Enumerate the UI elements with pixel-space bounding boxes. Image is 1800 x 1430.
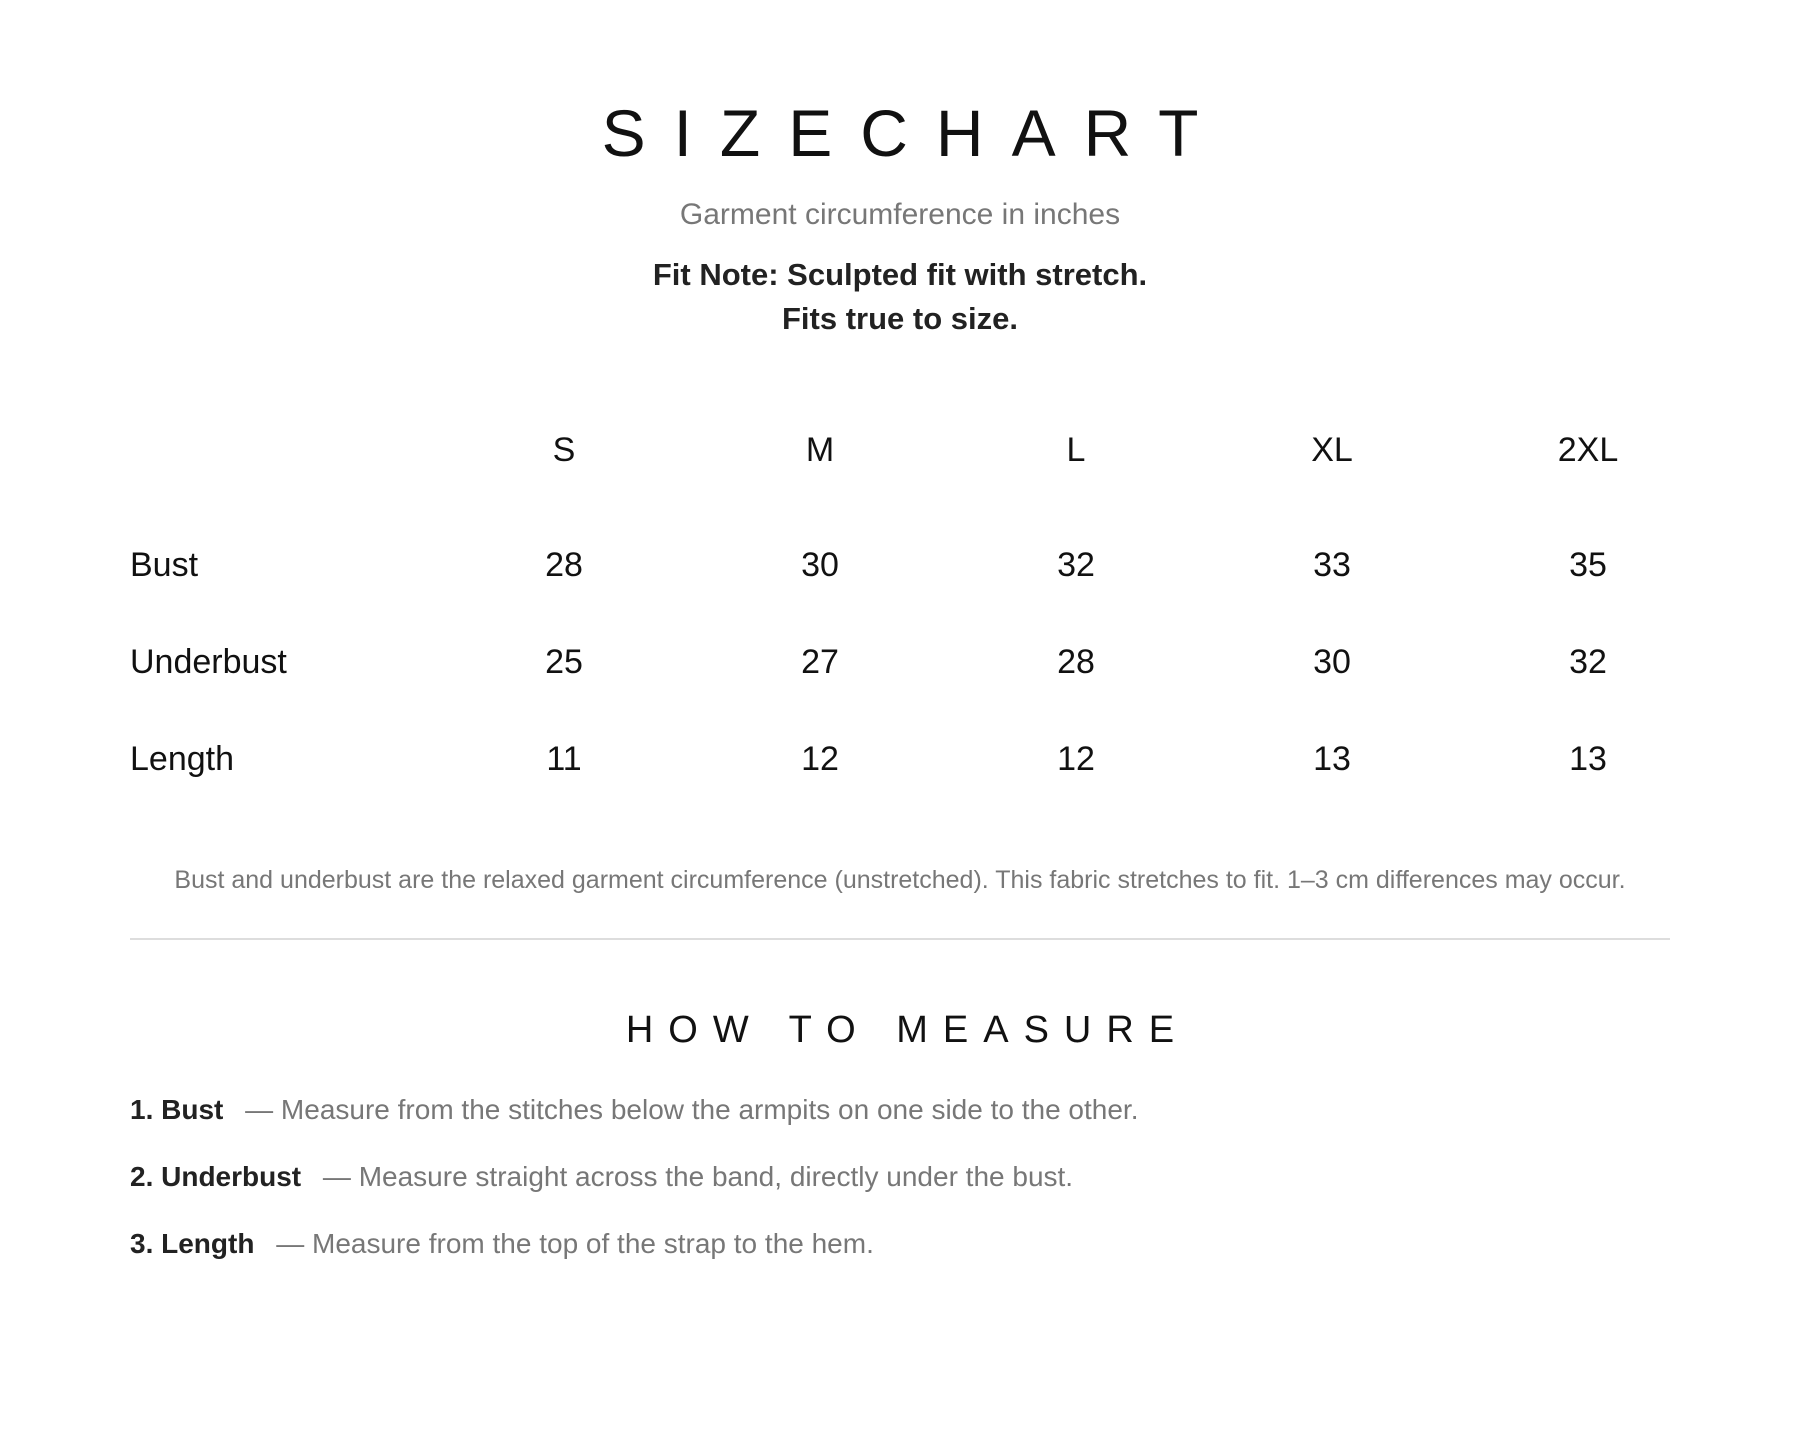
table-cell: 28 [545, 546, 583, 584]
step-description: — Measure from the top of the strap to the hem. [276, 1228, 874, 1259]
measurement-disclaimer: Bust and underbust are the relaxed garment circumference (unstretched). This fabric stretches to fit. 1–3 cm differences may occur. [174, 866, 1626, 894]
fit-note-line-2: Fits true to size. [782, 301, 1018, 336]
list-item [130, 1226, 1670, 1262]
row-label: Underbust [130, 643, 287, 681]
step-description: — Measure from the stitches below the armpits on one side to the other. [245, 1094, 1139, 1125]
table-cell: 30 [1313, 643, 1351, 681]
table-row [130, 487, 1716, 614]
size-header: L [1066, 430, 1086, 469]
size-header: XL [1311, 430, 1353, 469]
fit-note-line-1: Fit Note: Sculpted fit with stretch. [652, 257, 1148, 292]
table-cell: 13 [1569, 740, 1607, 778]
list-item [130, 1159, 1670, 1195]
table-cell: 12 [1057, 740, 1095, 778]
page-subtitle: Garment circumference in inches [679, 198, 1121, 231]
fit-note [130, 253, 1670, 341]
table-cell: 35 [1569, 546, 1607, 584]
row-label: Bust [130, 546, 199, 584]
size-header-empty [130, 413, 436, 487]
table-row [130, 711, 1716, 808]
measure-steps-list [130, 1092, 1670, 1262]
table-cell: 33 [1313, 546, 1351, 584]
step-label: 3. Length [130, 1228, 255, 1259]
table-cell: 32 [1057, 546, 1095, 584]
table-cell: 12 [801, 740, 839, 778]
table-row [130, 614, 1716, 711]
size-table [130, 413, 1716, 808]
row-label: Length [130, 740, 234, 778]
size-header-row [130, 413, 1716, 487]
size-header: 2XL [1557, 430, 1619, 469]
table-cell: 28 [1057, 643, 1095, 681]
list-item [130, 1092, 1670, 1128]
table-cell: 30 [801, 546, 839, 584]
page-title: SIZECHART [601, 96, 1227, 170]
section-divider [130, 938, 1670, 940]
table-cell: 32 [1569, 643, 1607, 681]
size-header: S [552, 430, 576, 469]
step-description: — Measure straight across the band, directly under the bust. [322, 1161, 1074, 1192]
size-header: M [805, 430, 835, 469]
table-cell: 11 [546, 740, 582, 778]
step-label: 1. Bust [130, 1094, 224, 1125]
how-to-measure-title: HOW TO MEASURE [625, 1009, 1190, 1051]
table-cell: 27 [801, 643, 839, 681]
step-label: 2. Underbust [130, 1161, 302, 1192]
table-cell: 25 [545, 643, 583, 681]
table-cell: 13 [1313, 740, 1351, 778]
